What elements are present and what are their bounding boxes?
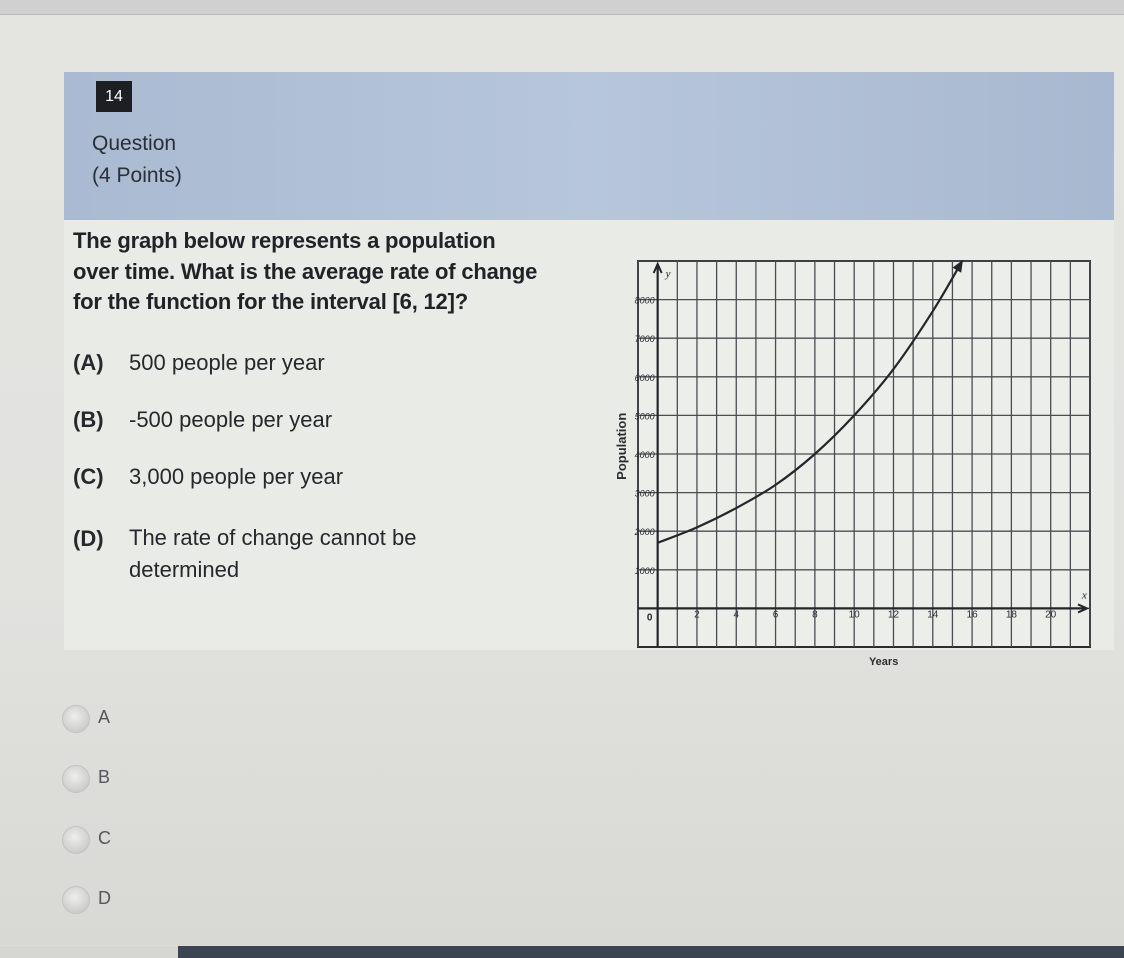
radio-button-d[interactable] <box>62 886 90 914</box>
answer-label-d: D <box>98 888 111 908</box>
x-tick-label: 8 <box>812 609 818 621</box>
bottom-edge <box>0 946 178 958</box>
question-number-badge: 14 <box>96 81 132 112</box>
x-axis-symbol: x <box>1082 589 1087 602</box>
radio-button-b[interactable] <box>62 765 90 793</box>
y-tick-label: 3000 <box>634 488 655 499</box>
choice-b <box>73 407 333 433</box>
x-tick-label: 2 <box>694 609 700 621</box>
choice-b-letter: (B) <box>73 407 104 432</box>
choice-a <box>73 350 325 376</box>
y-tick-label: 5000 <box>634 411 655 422</box>
x-tick-label: 4 <box>733 609 740 621</box>
answer-label-c: C <box>98 828 111 848</box>
x-tick-label: 10 <box>848 609 860 621</box>
population-chart-svg <box>600 255 1110 675</box>
answer-label-a: A <box>98 707 111 727</box>
choice-c-letter: (C) <box>73 464 104 489</box>
y-axis-symbol: y <box>665 268 671 280</box>
y-axis-title: Population <box>614 412 629 480</box>
choice-c-text: 3,000 people per year <box>129 464 344 489</box>
question-prompt: The graph below represents a population over time. What is the average rate of change for the function for the interval [6, 12]? <box>73 228 538 314</box>
browser-top-strip <box>0 0 1124 15</box>
choice-d-letter: (D) <box>73 526 104 551</box>
choice-d-text: The rate of change cannot be determined <box>129 525 417 582</box>
choice-b-text: -500 people per year <box>129 407 333 432</box>
y-tick-label: 4000 <box>634 450 655 460</box>
x-tick-label: 6 <box>772 609 779 621</box>
y-tick-label: 7000 <box>634 334 655 345</box>
x-tick-label: 18 <box>1005 609 1017 621</box>
question-header <box>64 72 1114 220</box>
x-tick-label: 14 <box>927 609 939 621</box>
answer-label-b: B <box>98 767 111 787</box>
question-points: (4 Points) <box>92 164 182 187</box>
y-tick-label: 1000 <box>634 565 655 576</box>
taskbar-strip <box>178 946 1124 958</box>
x-axis-title: Years <box>868 656 899 668</box>
choice-a-text: 500 people per year <box>129 350 325 375</box>
x-tick-label: 12 <box>887 609 900 621</box>
choice-d <box>73 525 417 582</box>
population-chart <box>600 255 1110 675</box>
choice-c <box>73 464 344 490</box>
question-label: Question <box>92 132 177 155</box>
y-tick-label: 8000 <box>634 295 655 306</box>
radio-button-a[interactable] <box>62 705 90 733</box>
y-tick-label: 6000 <box>634 372 655 383</box>
y-tick-label: 2000 <box>634 527 655 538</box>
x-tick-label: 20 <box>1045 609 1057 621</box>
choice-a-letter: (A) <box>73 350 104 375</box>
radio-button-c[interactable] <box>62 826 90 854</box>
origin-label: 0 <box>646 612 653 624</box>
x-tick-label: 16 <box>966 609 978 621</box>
